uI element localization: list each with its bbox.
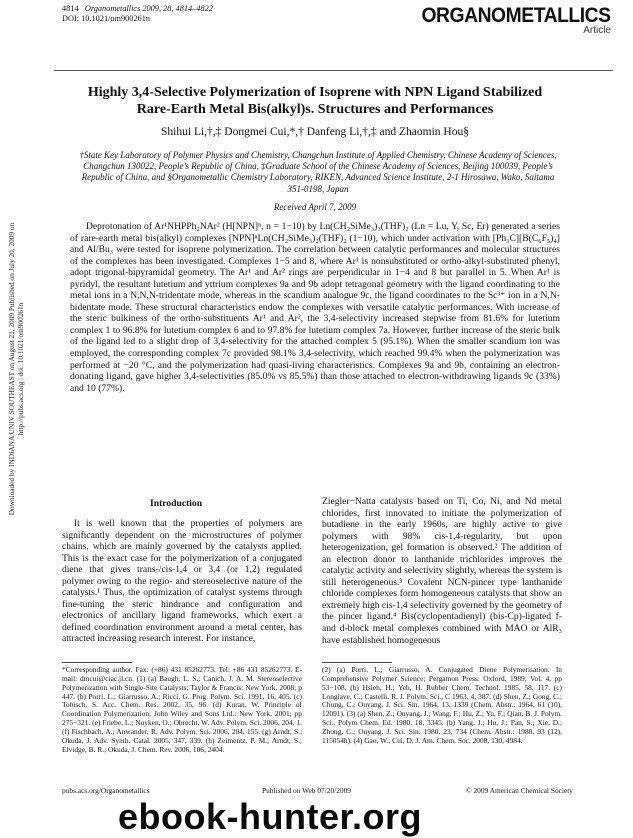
footnote-rule xyxy=(62,662,132,663)
page-header xyxy=(62,4,213,24)
doi[interactable]: DOI: 10.1021/om900261n xyxy=(62,14,151,23)
page-number: 4814 xyxy=(62,4,79,13)
intro-column-left: It is well known that the properties of polymers are significantly dependent on the microstructures of polymer chains, which are mainly governed by the catalysts applied. This is the exact case for the polymerization of a conjugated diene that gives trans-/cis-1,4 or 3,4 (or 1,2) regulated polymer owing to the regio- and stereoselective nature of the catalysts.¹ Thus, the optimization of catalyst systems through fine-tuning the steric hindrance and configuration and electronics of ancillary ligand frameworks, which exert a defined coordination environment around a metal center, has attracted increasing research interest. For instance, xyxy=(62,518,302,645)
author-list: Shihui Li,†,‡ Dongmei Cui,*,† Danfeng Li,†,‡ and Zhaomin Hou§ xyxy=(161,126,469,138)
affiliations: †State Key Laboratory of Polymer Physics and Chemistry, Changchun Institute of Applied Chemistry, Chinese Academy of Sciences, Changchun 130022, People’s Republic of China, ‡Graduate School of the Chinese Academy of Sciences, Beijing 100039, People’s Republic of China, and §Organometallic Chemistry Laboratory, RIKEN, Advanced Science Institute, 2-1 Hirosawa, Wako, Saitama 351-0198, Japan xyxy=(79,150,557,194)
section-heading-introduction: Introduction xyxy=(150,498,203,509)
footer-url[interactable]: pubs.acs.org/Organometallics xyxy=(62,786,150,795)
footnotes-left: *Corresponding author. Fax: (+86) 431 85262773. Tel: +86 431 85262773. E-mail: dmcui@ciac.jl.cn. (1) (a) Baugh, L. S.; Canich, J. A. M. Stereoselective Polymerization with Single-Site Catalysts; Taylor & Francis: New York, 2008; p 447. (b) Porri, L.; Giarrusso, A.; Ricci, G. Prog. Polym. Sci. 1991, 16, 405. (c) Tobisch, S. Acc. Chem. Res. 2002, 35, 96. (d) Kuran, W. Principle of Coordination Polymerization; John Wiley and Sons Ltd.: New York, 2001; pp 275−321. (e) Friebe, L.; Nuyken, O.; Obrecht, W. Adv. Polym. Sci. 2006, 204, 1. (f) Fischbach, A.; Anwander, R. Adv. Polym. Sci. 2006, 204, 155. (g) Arndt, S.; Okuda, J. Adv. Synth. Catal. 2005, 347, 339. (h) Zeimentz, P. M.; Arndt, S.; Elvidge, B. R.; Okuda, J. Chem. Rev. 2006, 106, 2404. xyxy=(62,665,302,754)
intro-column-right: Ziegler−Natta catalysts based on Ti, Co, Ni, and Nd metal chlorides, first innovated to initiate the polymerization of butadiene in the early 1960s, are highly active to give polymers with 98% cis-1,4-regularity, but upon heterogenization, gel formation is observed.² The addition of an electron donor to lanthanide trichlorides improves the catalytic activity and selectivity slightly, whereas the system is still heterogeneous.³ Covalent NCN-pincer type lanthanide chloride complexes form homogeneous catalysts that show an extremely high cis-1,4 selectivity governed by the geometry of the pincer ligand.⁴ Bis(cyclopentadienyl) (bis-Cp)-ligated f- and d-block metal complexes combined with MAO or AlR₃ have established homogeneous xyxy=(322,496,562,646)
footer-published: Published on Web 07/20/2009 xyxy=(262,786,351,795)
article-type-label: Article xyxy=(583,25,611,36)
download-stamp: Downloaded by INDIANA UNIV SOUTHEAST on August 21, 2009 Published on July 20, 2009 on http://pubs.acs.org | doi: 10.1021/om900261n xyxy=(7,222,25,516)
header-rule xyxy=(54,70,613,71)
paper-title: Highly 3,4-Selective Polymerization of Isoprene with NPN Ligand Stabilized Rare-Earth Metal Bis(alkyl)s. Structures and Performances xyxy=(87,85,543,117)
footnote-rule-right xyxy=(322,662,392,663)
journal-logo-text: ORGANOMETALLICS xyxy=(421,4,611,27)
journal-citation: Organometallics 2009, 28, 4814–4822 xyxy=(84,4,213,13)
received-date: Received April 7, 2009 xyxy=(273,202,357,212)
watermark: ebook-hunter.org xyxy=(118,796,422,837)
footer-copyright: © 2009 American Chemical Society xyxy=(466,786,574,795)
journal-logo xyxy=(405,4,611,36)
footnotes-right: (2) (a) Porri, L.; Giarrusso, A. Conjugated Diene Polymerisation. In Comprehensive Polymer Science; Pergamon Press: Oxford, 1989; Vol. 4, pp 53−108. (b) Hsieh, H.; Yeh, H. Rubber Chem. Technol. 1985, 58, 117. (c) Longiave, C.; Castelli, R. J. Polym. Sci., C 1963, 4, 387. (d) Shen, Z.; Gong, C.; Chung, C.; Ouyang, J. Sci. Sin. 1964, 13, 1339 (Chem. Abstr.: 1964, 61 (10), 12091). (3) (a) Shen, Z.; Ouyang, J.; Wang, F.; Hu, Z.; Yu, F.; Qian, B. J. Polym. Sci., Polym Chem. Ed. 1980, 18, 3345. (b) Yang, J.; Hu, J.; Pan, S.; Xie, D.; Zhong, C.; Ouyang, J. Sci. Sin. 1980, 23, 734 (Chem. Abstr.: 1980, 93 (12), 115054h). (4) Gao, W.; Cui, D. J. Am. Chem. Soc. 2008, 130, 4984. xyxy=(322,665,562,745)
abstract: Deprotonation of Ar¹NHPPh₂NAr² (H[NPN]ⁿ, n = 1−10) by Ln(CH₂SiMe₃)₃(THF)₂ (Ln = Lu, Y, Sc, Er) generated a series of rare-earth metal bis(alkyl) complexes [NPN]ⁿLn(CH₂SiMe₃)₂(THF)₂ (1−10), which under activation with [Ph₃C][B(C₆F₅)₄] and Al/Bu₃ were tested for isoprene polymerization. The correlation between catalytic performances and molecular structures of the complexes has been investigated. Complexes 1−5 and 8, where Ar¹ is nonsubstituted or ortho-alkyl-substituted phenyl, adopt trigonal-bipyramidal geometry. The Ar¹ and Ar² rings are perpendicular in 1−4 and 8 but parallel in 5. When Ar¹ is pyridyl, the resultant lutetium and yttrium complexes 9a and 9b adopt tetragonal geometry with the ligand coordinating to the metal ions in a N,N,N-tridentate mode, whereas in the scandium analogue 9c, the ligand coordinates to the Sc³⁺ ion in a N,N-bidentate mode. These structural characteristics endow the complexes with versatile catalytic performances. With increase of the steric bulkiness of the ortho-substituents Ar¹ and Ar², the 3,4-selectivity increased stepwise from 81.6% for lutetium complex 1 to 96.8% for lutetium complex 6 and to 97.8% for lutetium complex 7a. However, further increase of the steric bulk of the ligand led to a slight drop of 3,4-selectivity for the attached complex 5 (95.1%). When the smaller scandium ion was employed, the corresponding complex 7c provided 98.1% 3,4-selectivity, which reached 99.4% when the polymerization was performed at −20 °C, and the polymerization had quasi-living characteristics. Complexes 9a and 9b, containing an electron-donating ligand, gave higher 3,4-selectivities (85.0% vs 85.5%) than those attached to electron-withdrawing ligands 9c (33%) and 10 (77%). xyxy=(70,221,560,394)
